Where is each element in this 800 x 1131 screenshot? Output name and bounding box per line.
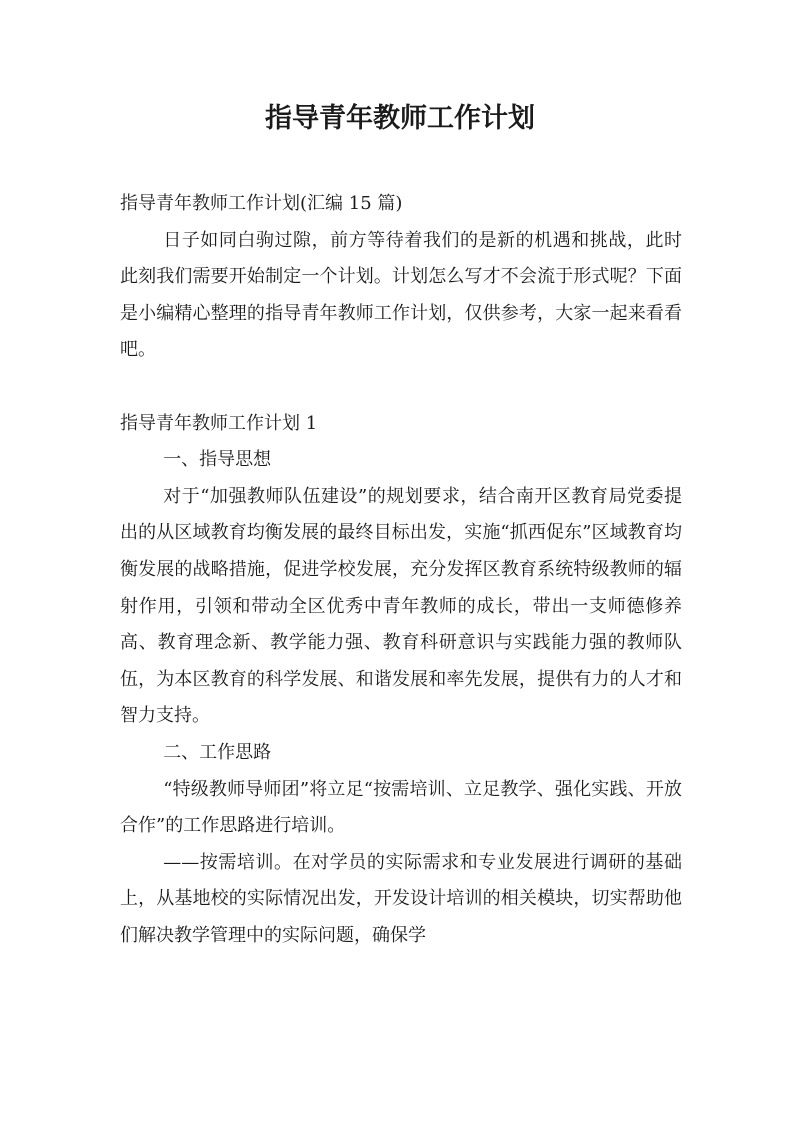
article-heading: 指导青年教师工作计划 1 <box>120 412 318 434</box>
intro-paragraph: 日子如同白驹过隙，前方等待着我们的是新的机遇和挑战，此时此刻我们需要开始制定一个计划。计划怎么写才不会流于形式呢？下面是小编精心整理的指导青年教师工作计划，仅供参考，大家一起来看看吧。 <box>120 229 682 361</box>
section-heading-guiding-thought: 一、指导思想 <box>163 449 272 471</box>
collection-heading: 指导青年教师工作计划(汇编 15 篇) <box>120 193 403 214</box>
section-heading-work-approach: 二、工作思路 <box>163 741 272 763</box>
guiding-thought-paragraph: 对于“加强教师队伍建设”的规划要求，结合南开区教育局党委提出的从区域教育均衡发展的最终目标出发，实施“抓西促东”区域教育均衡发展的战略措施，促进学校发展，充分发挥区教育系统特级教师的辐射作用，引领和带动全区优秀中青年教师的成长，带出一支师德修养高、教育理念新、教学能力强、教育科研意识与实践能力强的教师队伍，为本区教育的科学发展、和谐发展和率先发展，提供有力的人才和智力支持。 <box>120 485 682 727</box>
training-on-demand-paragraph: ——按需培训。在对学员的实际需求和专业发展进行调研的基础上，从基地校的实际情况出发，开发设计培训的相关模块，切实帮助他们解决教学管理中的实际问题，确保学 <box>120 851 682 946</box>
work-approach-paragraph: “特级教师导师团”将立足“按需培训、立足教学、强化实践、开放合作”的工作思路进行培训。 <box>120 778 682 837</box>
document-title: 指导青年教师工作计划 <box>265 103 535 134</box>
document-body <box>120 186 682 954</box>
paragraph-spacer <box>120 369 682 406</box>
